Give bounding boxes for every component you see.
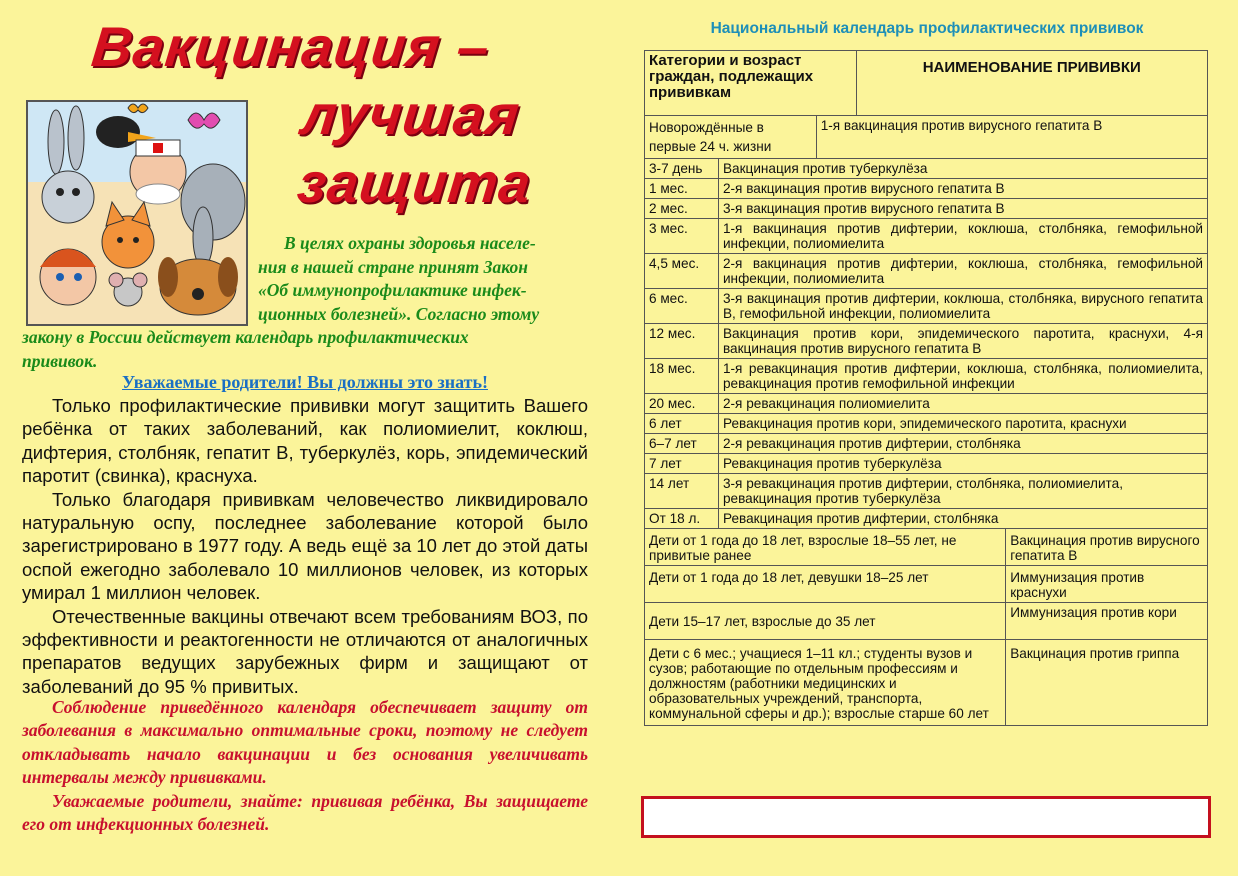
intro-line: В целях охраны здоровья населе- [284, 233, 536, 253]
table-row [645, 394, 1208, 414]
paragraph: Только благодаря прививкам человечество ликвидировало натуральную оспу, последнее заболевание которой было зарегистрировано в 1977 году. А ведь ещё за 10 лет до этой даты оспой ежегодно заболевало 10 миллионов человек, из которых умирал 1 миллион человек. [22, 488, 588, 604]
vaccine-cell: Ревакцинация против туберкулёза [718, 454, 1207, 474]
title-line-2: лучшая [298, 83, 524, 146]
vaccine-cell: 3-я вакцинация против вирусного гепатита В [718, 199, 1207, 219]
vaccine-cell: 2-я вакцинация против вирусного гепатита В [718, 179, 1207, 199]
vaccine-cell: Ревакцинация против дифтерии, столбняка [718, 509, 1207, 529]
vaccine-cell: Вакцинация против туберкулёза [718, 159, 1207, 179]
group-cell: Дети с 6 мес.; учащиеся 1–11 кл.; студенты вузов и сузов; работающие по отдельным профессиям и должностям (работники медицинских и образовательных учреждений, транспорта, коммунальной сферы и др.); взрослые старше 60 лет [645, 640, 1006, 726]
intro-line: «Об иммунопрофилактике инфек- [258, 280, 527, 300]
table-row [645, 566, 1208, 603]
warning-text: Соблюдение приведённого календаря обеспечивает защиту от заболевания в максимально оптимальные сроки, поэтому не следует откладывать начало вакцинации и без основания увеличивать интервалы между прививками. [22, 697, 588, 787]
age-cell: 3 мес. [645, 219, 719, 254]
vaccine-cell: Вакцинация против вирусного гепатита В [1006, 529, 1208, 566]
table-row [645, 324, 1208, 359]
intro-line: прививок. [22, 350, 98, 371]
vaccine-cell: Ревакцинация против кори, эпидемического паротита, краснухи [718, 414, 1207, 434]
table-row [645, 359, 1208, 394]
vaccine-cell: Вакцинация против кори, эпидемического паротита, краснухи, 4-я вакцинация против вирусного гепатита В [718, 324, 1207, 359]
group-cell: Дети от 1 года до 18 лет, взрослые 18–55 лет, не привитые ранее [645, 529, 1006, 566]
calendar-title: Национальный календарь профилактических прививок [710, 20, 1144, 37]
group-cell: Дети 15–17 лет, взрослые до 35 лет [645, 603, 1006, 640]
vaccine-cell: 1-я ревакцинация против дифтерии, коклюша, столбняка, полиомиелита, ревакцинация против гемофильной инфекции [718, 359, 1207, 394]
table-row [645, 640, 1208, 726]
intro-line: ционных болезней». Согласно этому [258, 303, 540, 324]
age-cell: 2 мес. [645, 199, 719, 219]
table-row [645, 414, 1208, 434]
header-category: Категории и возраст граждан, подлежащих прививкам [645, 51, 857, 116]
table-row [645, 529, 1208, 566]
table-row [645, 219, 1208, 254]
age-cell: 4,5 мес. [645, 254, 719, 289]
red-frame-box [641, 796, 1211, 838]
age-cell: 7 лет [645, 454, 719, 474]
age-cell: 6–7 лет [645, 434, 719, 454]
table-row [645, 254, 1208, 289]
title-line-3: защита [294, 151, 535, 214]
vaccine-cell: 1-я вакцинация против дифтерии, коклюша, столбняка, гемофильной инфекции, полиомиелита [718, 219, 1207, 254]
table-row [645, 159, 1208, 179]
body-text [22, 394, 588, 698]
table-row [645, 116, 1208, 159]
vaccine-cell: 2-я ревакцинация полиомиелита [718, 394, 1207, 414]
age-cell: От 18 л. [645, 509, 719, 529]
age-cell: 20 мес. [645, 394, 719, 414]
age-cell: 18 мес. [645, 359, 719, 394]
vaccine-cell: Иммунизация против кори [1006, 603, 1208, 640]
intro-text [22, 232, 588, 373]
age-cell: 6 лет [645, 414, 719, 434]
vaccination-calendar-table [644, 50, 1208, 726]
age-cell: 6 мес. [645, 289, 719, 324]
intro-line: ния в нашей стране принят Закон [258, 256, 528, 277]
group-cell: Дети от 1 года до 18 лет, девушки 18–25 лет [645, 566, 1006, 603]
paragraph: Только профилактические прививки могут защитить Вашего ребёнка от таких заболеваний, как полиомиелит, коклюш, дифтерия, столбняк, гепатит В, туберкулёз, корь, эпидемический паротит (свинка), краснуха. [22, 395, 588, 487]
header-vaccine: НАИМЕНОВАНИЕ ПРИВИВКИ [856, 51, 1208, 116]
final-text: Уважаемые родители, знайте: прививая ребёнка, Вы защищаете его от инфекционных болезней. [22, 791, 588, 835]
table-row [645, 289, 1208, 324]
age-cell: 3-7 день [645, 159, 719, 179]
table-row [645, 509, 1208, 529]
left-column [22, 0, 594, 876]
table-row [645, 199, 1208, 219]
vaccine-cell: Иммунизация против краснухи [1006, 566, 1208, 603]
paragraph: Отечественные вакцины отвечают всем требованиям ВОЗ, по эффективности и реактогенности не отличаются от аналогичных препаратов ведущих зарубежных фирм и защищают от заболеваний до 95 % привитых. [22, 605, 588, 697]
table-row [645, 603, 1208, 640]
vaccine-cell: Вакцинация против гриппа [1006, 640, 1208, 726]
vaccine-cell: 2-я вакцинация против дифтерии, коклюша, столбняка, гемофильной инфекции, полиомиелита [718, 254, 1207, 289]
parents-heading: Уважаемые родители! Вы должны это знать! [122, 372, 488, 392]
vaccine-cell: 1-я вакцинация против вирусного гепатита В [816, 116, 1207, 159]
vaccine-cell: 2-я ревакцинация против дифтерии, столбняка [718, 434, 1207, 454]
age-cell: Новорождённые в первые 24 ч. жизни [645, 116, 817, 159]
table-row [645, 474, 1208, 509]
age-cell: 14 лет [645, 474, 719, 509]
table-row [645, 454, 1208, 474]
title-line-1: Вакцинация – [88, 15, 493, 78]
vaccine-cell: 3-я ревакцинация против дифтерии, столбняка, полиомиелита, ревакцинация против туберкулёза [718, 474, 1207, 509]
intro-line: закону в России действует календарь профилактических [22, 327, 469, 347]
table-header-row [645, 51, 1208, 116]
age-cell: 1 мес. [645, 179, 719, 199]
age-cell: 12 мес. [645, 324, 719, 359]
table-row [645, 434, 1208, 454]
vaccine-cell: 3-я вакцинация против дифтерии, коклюша, столбняка, вирусного гепатита В, гемофильной инфекции, полиомиелита [718, 289, 1207, 324]
table-row [645, 179, 1208, 199]
